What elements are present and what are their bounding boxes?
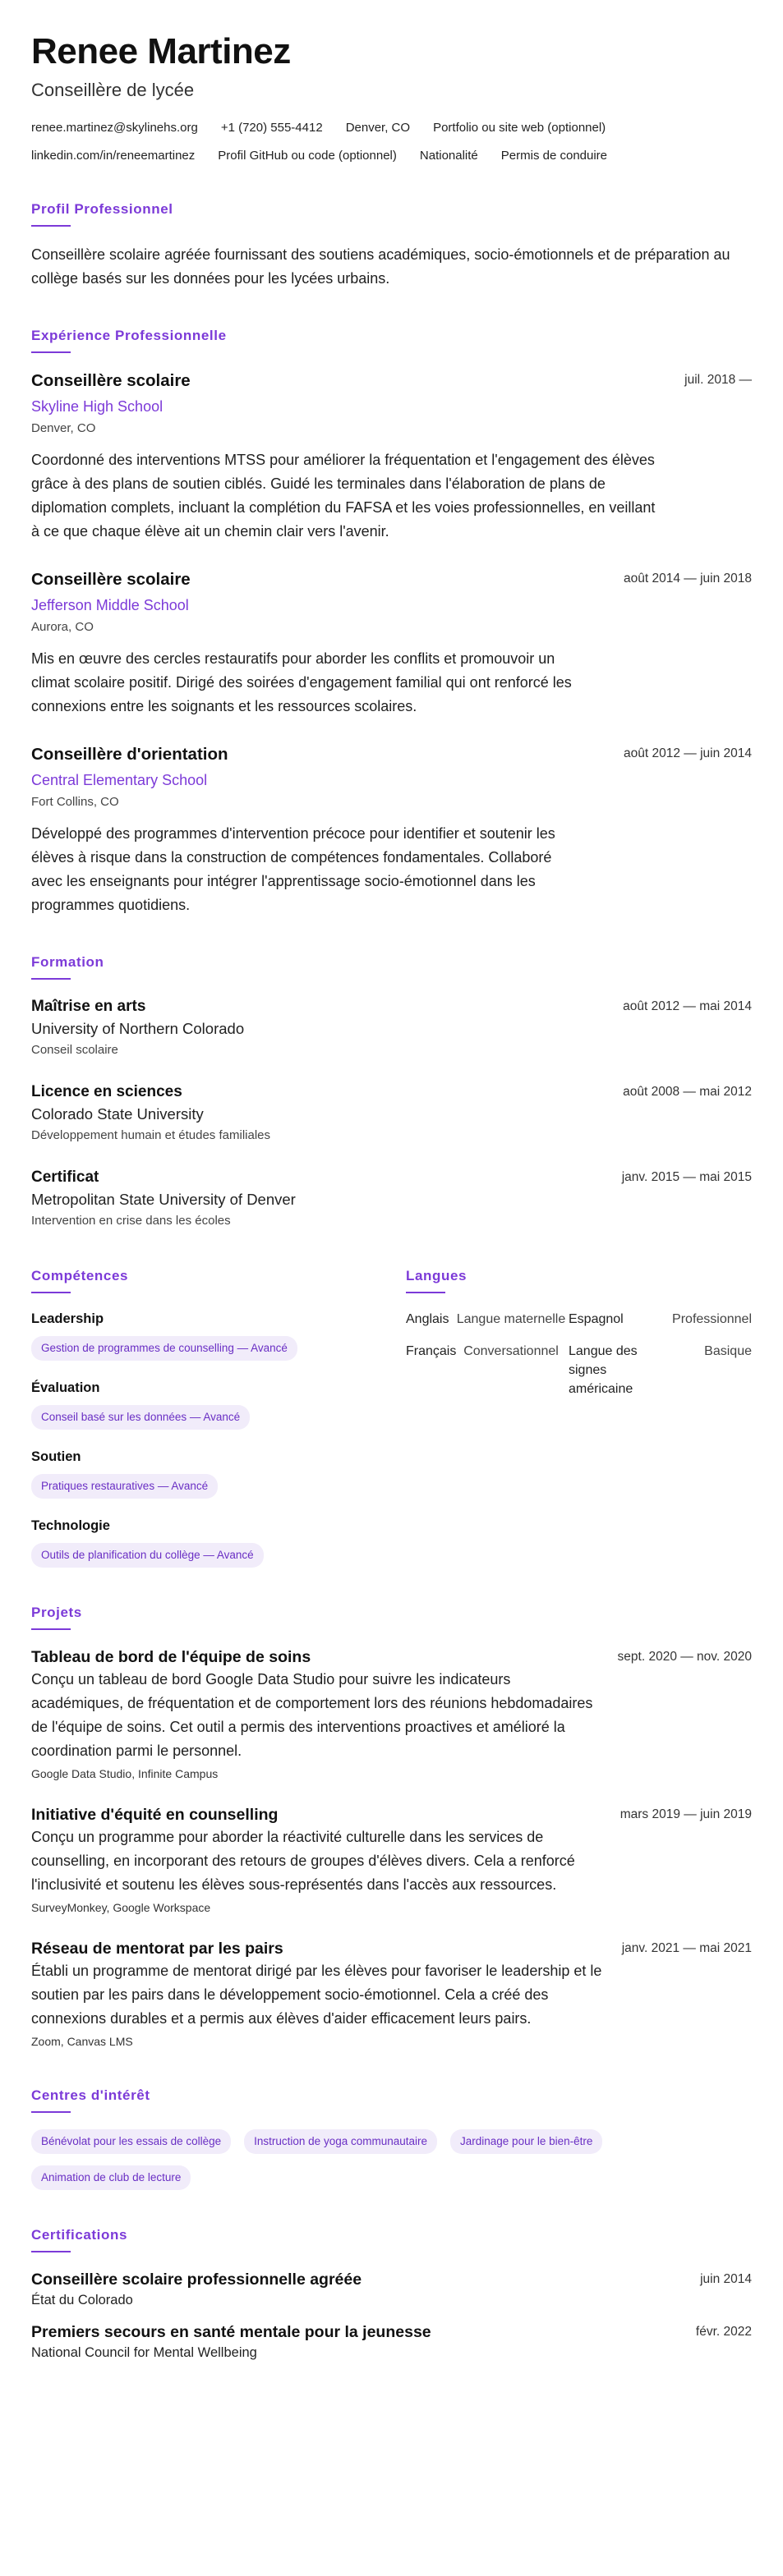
section-title: Expérience Professionnelle [31,328,227,343]
entry-dates: févr. 2022 [695,2325,752,2339]
contact-email[interactable]: renee.martinez@skylinehs.org [31,121,198,135]
skill-category [31,1448,406,1499]
interest-tag: Bénévolat pour les essais de collège [31,2129,231,2154]
skill-tag: Gestion de programmes de counselling — Avancé [31,1336,297,1361]
skill-category-name: Leadership [31,1311,104,1326]
interests-section [31,2087,752,2190]
language-list [406,1310,752,1398]
entry-description: Développé des programmes d'intervention précoce pour identifier et soutenir les élèves à risque dans la construction de compétences fondamentales. Collaboré avec les enseignants pour intégrer l'apprentissage socio-émotionnel dans les programmes quotidiens. [31,825,555,913]
section-divider [406,1292,445,1293]
edu-degree: Licence en sciences [31,1083,182,1100]
edu-school: University of Northern Colorado [31,1020,245,1037]
project-description: Conçu un programme pour aborder la réactivité culturelle dans les services de counselling, en incorporant des retours de groupes d'élèves divers. Cela a renforcé l'inclusivité et soutenu les élèves sous-représentés dans l'accès aux ressources. [31,1829,575,1893]
language-name: Espagnol [569,1312,624,1326]
entry-location: Denver, CO [31,421,96,435]
education-entry [31,1081,752,1146]
section-divider [31,2251,71,2252]
skill-category [31,1517,406,1568]
entry-dates: juin 2014 [700,2272,752,2286]
entry-dates: mars 2019 — juin 2019 [619,1807,752,1821]
experience-entry [31,370,752,544]
certification-name: Premiers secours en santé mentale pour la jeunesse [31,2323,431,2341]
entry-location: Fort Collins, CO [31,795,119,809]
skill-tag: Conseil basé sur les données — Avancé [31,1405,250,1430]
entry-company: Jefferson Middle School [31,597,189,613]
language-level: Conversationnel [463,1344,559,1358]
skill-tag: Outils de planification du collège — Avancé [31,1543,264,1568]
skills-column [31,1267,406,1568]
resume-header [31,31,752,164]
section-title: Compétences [31,1268,129,1283]
skill-category-name: Technologie [31,1518,110,1533]
entry-role: Conseillère scolaire [31,570,191,589]
entry-role: Conseillère scolaire [31,371,191,390]
project-name: Tableau de bord de l'équipe de soins [31,1648,311,1666]
edu-field: Conseil scolaire [31,1043,118,1057]
job-title: Conseillère de lycée [31,80,195,100]
project-entry [31,1804,752,1917]
entry-dates: août 2012 — mai 2014 [623,999,752,1013]
entry-description: Mis en œuvre des cercles restauratifs pour aborder les conflits et promouvoir un climat scolaire positif. Dirigé des soirées d'engagement familial qui ont renforcé les connexions entre les soignants et les ressources scolaires. [31,650,572,714]
skill-tag: Pratiques restauratives — Avancé [31,1474,218,1499]
language-level: Langue maternelle [456,1312,566,1326]
entry-dates: juil. 2018 — [684,373,752,387]
profile-summary: Conseillère scolaire agréée fournissant des soutiens académiques, socio-émotionnels et de préparation au collège basés sur les données pour les lycées urbains. [31,246,730,287]
contact-linkedin[interactable]: linkedin.com/in/reneemartinez [31,149,196,163]
section-title: Formation [31,954,104,970]
project-tech: Google Data Studio, Infinite Campus [31,1767,219,1780]
contact-github[interactable]: Profil GitHub ou code (optionnel) [218,149,397,163]
edu-field: Développement humain et études familiales [31,1128,270,1142]
edu-degree: Maîtrise en arts [31,998,146,1015]
entry-role: Conseillère d'orientation [31,745,228,764]
skill-category-name: Évaluation [31,1380,100,1395]
interest-tag: Instruction de yoga communautaire [244,2129,437,2154]
project-description: Établi un programme de mentorat dirigé par les élèves pour favoriser le leadership et le soutien par les pairs dans le développement socio-émotionnel. Cela a créé des connexions durables et a permis aux élèves d'aider efficacement leurs pairs. [31,1963,602,2027]
section-divider [31,1292,71,1293]
section-title: Centres d'intérêt [31,2087,150,2103]
entry-dates: sept. 2020 — nov. 2020 [617,1650,752,1664]
skill-category [31,1379,406,1430]
entry-dates: août 2008 — mai 2012 [623,1085,752,1099]
experience-entry [31,568,752,719]
language-name: Français [406,1344,457,1358]
project-tech: SurveyMonkey, Google Workspace [31,1901,211,1914]
project-entry [31,1938,752,2050]
language-name: Anglais [406,1312,449,1326]
experience-entry [31,743,752,917]
section-divider [31,225,71,227]
project-name: Initiative d'équité en counselling [31,1806,279,1824]
skill-category [31,1310,406,1361]
section-divider [31,1628,71,1630]
certification-entry [31,2269,752,2310]
project-name: Réseau de mentorat par les pairs [31,1940,283,1958]
project-description: Conçu un tableau de bord Google Data Studio pour suivre les indicateurs académiques, de fréquentation et de comportement lors des réunions hebdomadaires de l'équipe de soins. Cet outil a permis des interventions proactives et amélioré la coordination parmi le personnel. [31,1671,593,1759]
edu-school: Colorado State University [31,1105,204,1123]
certification-issuer: État du Colorado [31,2293,133,2307]
contact-list [31,120,754,164]
section-title: Projets [31,1605,82,1620]
education-entry [31,1167,752,1231]
contact-license: Permis de conduire [500,149,608,163]
certification-issuer: National Council for Mental Wellbeing [31,2345,257,2360]
section-title: Langues [406,1268,467,1283]
section-divider [31,351,71,353]
certification-name: Conseillère scolaire professionnelle agréée [31,2271,362,2289]
profile-section [31,200,752,291]
language-level: Professionnel [672,1312,752,1326]
contact-portfolio[interactable]: Portfolio ou site web (optionnel) [433,121,606,135]
edu-field: Intervention en crise dans les écoles [31,1214,231,1228]
interest-tag: Animation de club de lecture [31,2165,191,2190]
section-title: Certifications [31,2227,128,2243]
experience-section [31,327,752,917]
section-divider [31,2111,71,2113]
section-title: Profil Professionnel [31,201,173,217]
entry-location: Aurora, CO [31,620,94,634]
section-divider [31,978,71,980]
interest-tag: Jardinage pour le bien-être [450,2129,602,2154]
edu-school: Metropolitan State University of Denver [31,1191,296,1208]
languages-column [406,1267,752,1568]
certifications-section [31,2226,752,2362]
entry-dates: janv. 2021 — mai 2021 [621,1941,752,1955]
education-entry [31,996,752,1060]
project-tech: Zoom, Canvas LMS [31,2035,133,2048]
contact-location: Denver, CO [345,121,411,135]
entry-company: Central Elementary School [31,772,208,788]
person-name: Renee Martinez [31,31,291,71]
project-entry [31,1646,752,1783]
entry-company: Skyline High School [31,398,164,415]
projects-section [31,1604,752,2050]
entry-description: Coordonné des interventions MTSS pour améliorer la fréquentation et l'engagement des élèves grâce à des plans de soutien ciblés. Guidé les terminales dans l'élaboration de plans de diplomation complets, incluant la complétion du FAFSA et les voies professionnelles, en veillant à ce que chaque élève ait un chemin clair vers l'avenir. [31,452,656,540]
entry-dates: août 2012 — juin 2014 [624,746,752,760]
language-name: Langue des signes américaine [569,1344,638,1396]
entry-dates: janv. 2015 — mai 2015 [621,1170,752,1184]
contact-nationality: Nationalité [419,149,478,163]
contact-phone[interactable]: +1 (720) 555-4412 [220,121,323,135]
edu-degree: Certificat [31,1169,99,1186]
skills-languages-section [31,1267,752,1568]
certification-entry [31,2321,752,2362]
skill-category-name: Soutien [31,1449,81,1464]
interest-list [31,2129,754,2190]
education-section [31,953,752,1231]
entry-dates: août 2014 — juin 2018 [624,572,752,585]
language-level: Basique [704,1344,752,1358]
